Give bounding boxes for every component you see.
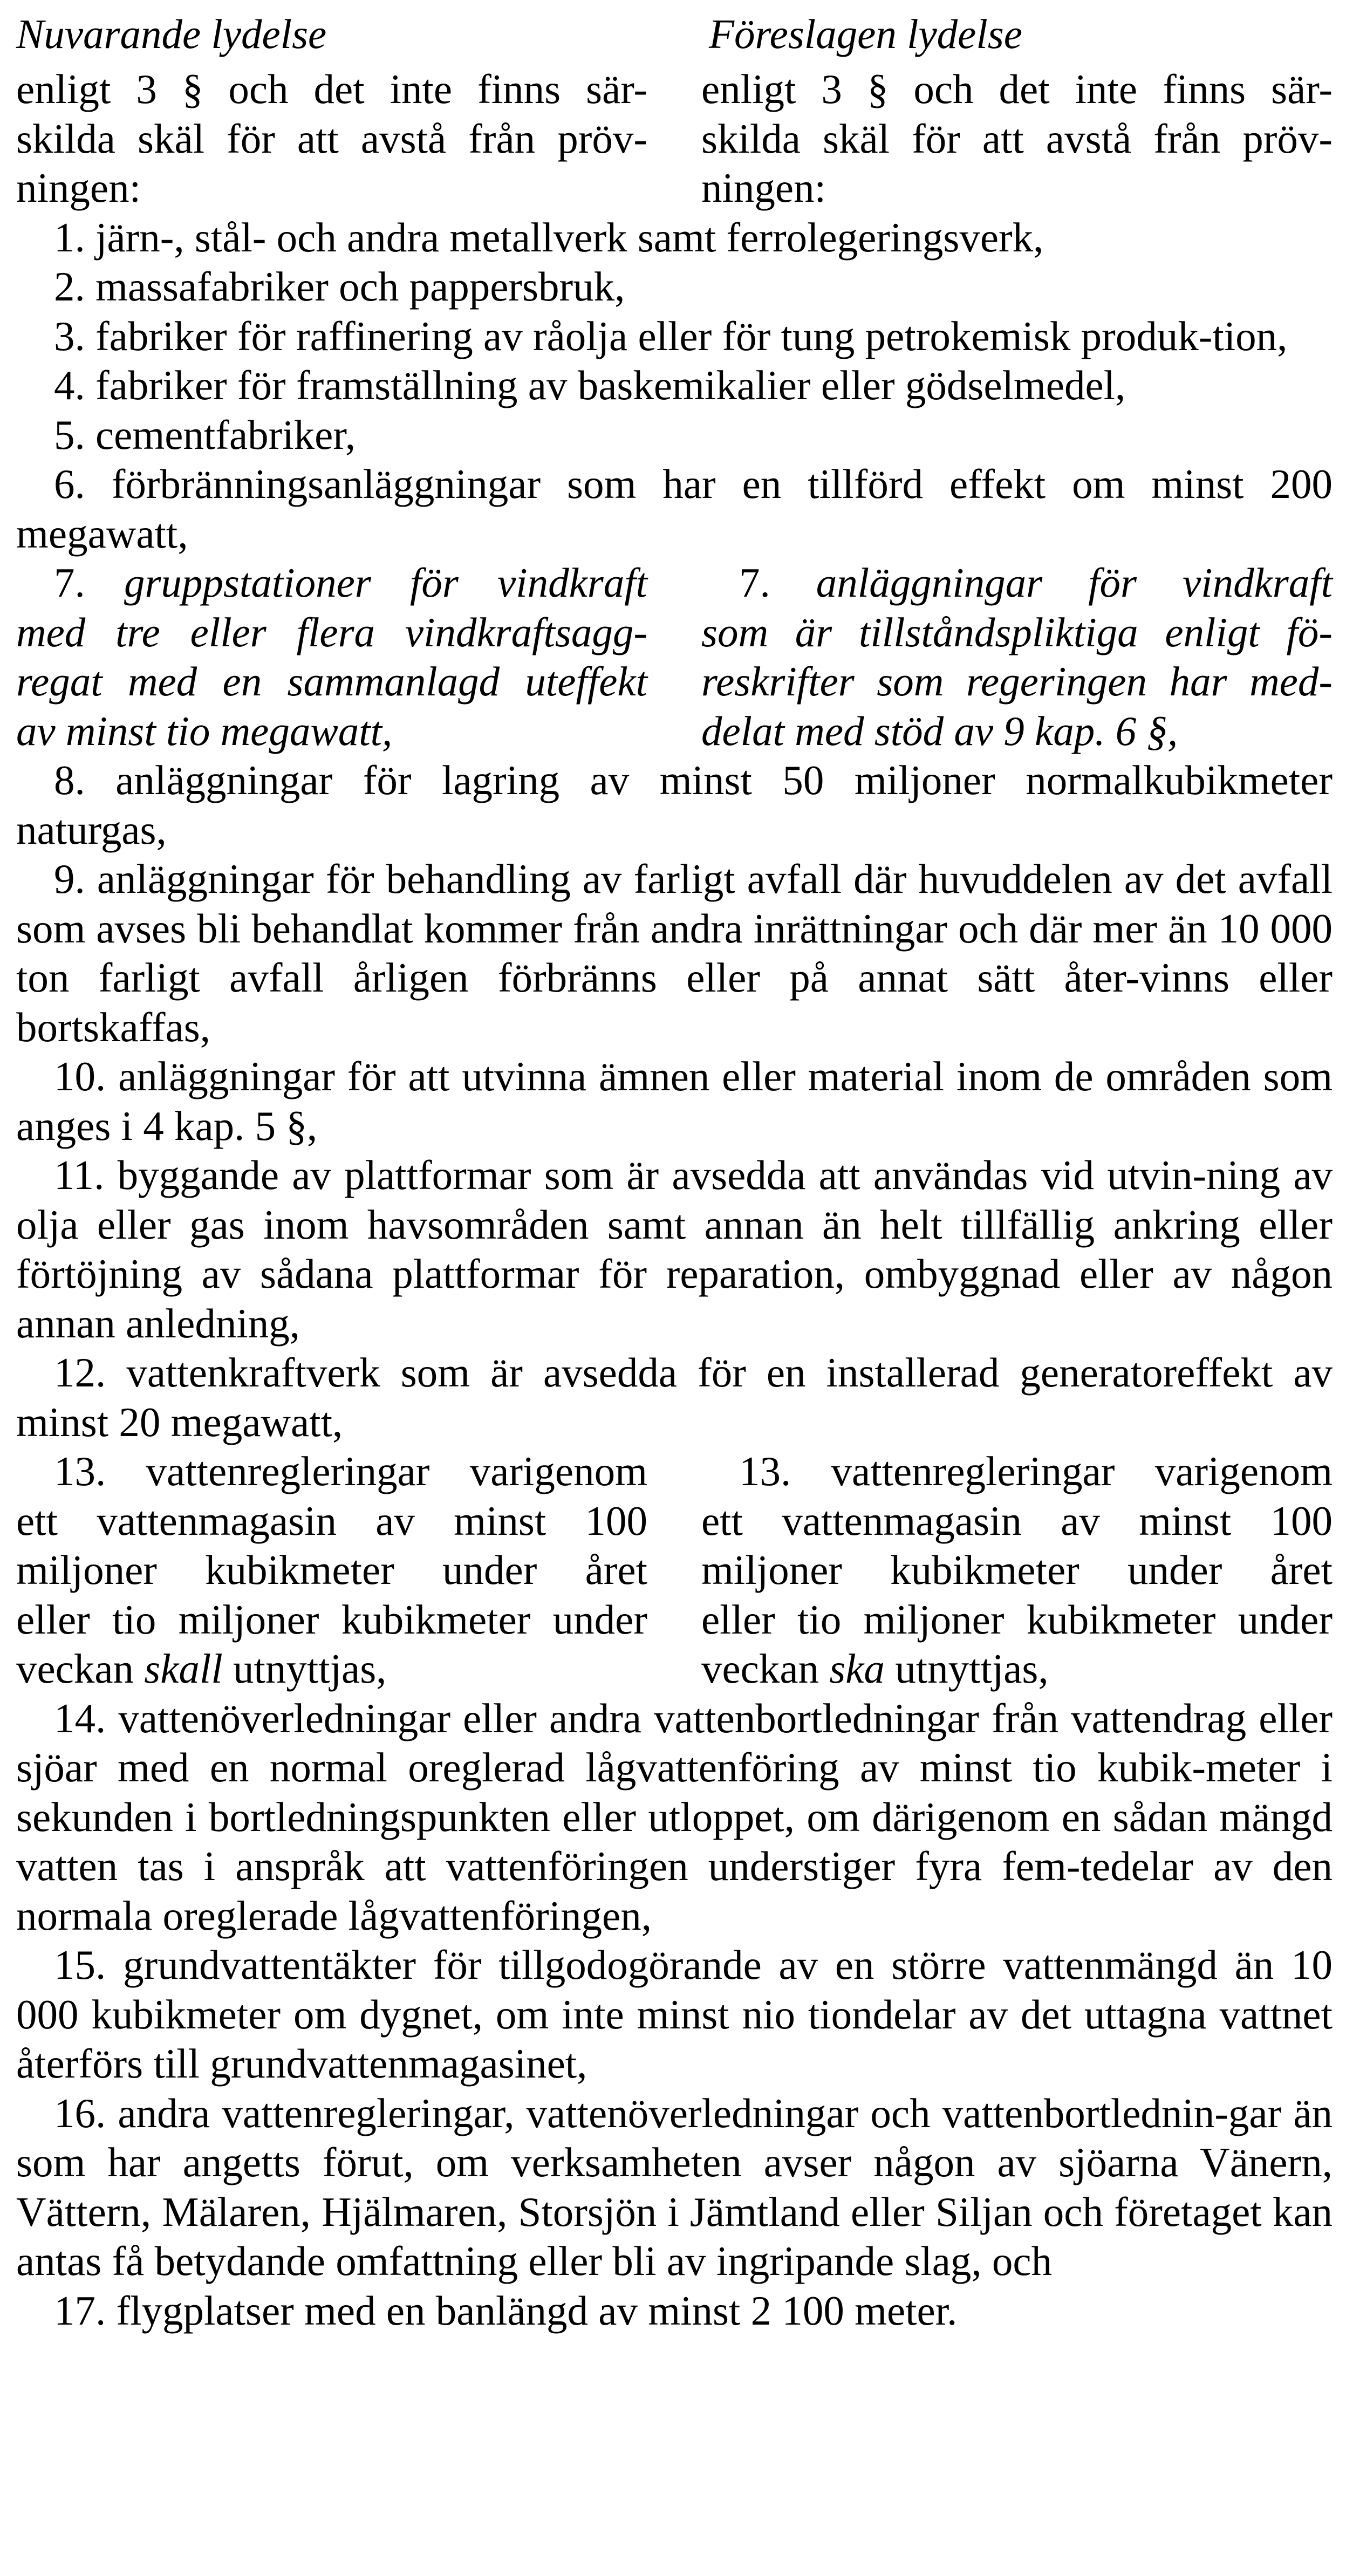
intro-line: enligt 3 § och det inte finns sär- — [16, 66, 647, 112]
item-text: vattenkraftverk som är avsedda för en installerad generatoreffekt av minst 20 megawatt, — [16, 1349, 1333, 1445]
item-7-comparison — [16, 558, 1333, 756]
item-text: anläggningar för lagring av minst 50 miljoner normalkubikmeter naturgas, — [16, 757, 1333, 853]
item-number: 11. — [54, 1152, 105, 1198]
item-text: andra vattenregleringar, vattenöverledningar och vattenbortlednin-gar än som har angetts förut, om verksamheten avser någon av sjöarna Vänern, Vättern, Mälaren, Hjälmaren, Storsjön i Jämtland eller Siljan och företaget kan antas få betydande omfattning eller bli av ingripande slag, och — [16, 2089, 1333, 2284]
item-line — [16, 1644, 647, 1694]
item-text: förbränningsanläggningar som har en tillförd effekt om minst 200 megawatt, — [16, 461, 1333, 557]
list-item — [16, 1940, 1333, 2089]
item-13-current — [16, 1447, 647, 1694]
item-text: gruppstationer för vindkraft — [124, 559, 648, 606]
item-text: cementfabriker, — [95, 411, 356, 458]
item-line — [701, 1644, 1333, 1694]
list-item — [16, 460, 1333, 558]
item-text: fabriker för framställning av baskemikalier eller gödselmedel, — [95, 362, 1126, 408]
item-number: 4. — [54, 362, 85, 408]
item-number: 1. — [54, 214, 85, 261]
item-number: 13. — [54, 1448, 106, 1494]
item-text: anläggningar för behandling av farligt avfall där huvuddelen av det avfall som avses bli behandlat kommer från andra inrättningar och där mer än 10 000 ton farligt avfall årligen förbränns eller på annat sätt åter-vinns eller bortskaffas, — [16, 856, 1333, 1050]
item-number: 5. — [54, 411, 85, 458]
list-item — [16, 2089, 1333, 2286]
item-text: utnyttjas, — [222, 1645, 387, 1692]
item-text: anläggningar för att utvinna ämnen eller material inom de områden som anges i 4 kap. 5 §, — [16, 1053, 1333, 1149]
item-line — [16, 558, 647, 608]
header-proposed-wording: Föreslagen lydelse — [709, 11, 1022, 57]
intro-line: skilda skäl för att avstå från pröv- — [16, 115, 647, 162]
item-line — [701, 1447, 1333, 1497]
item-line: miljoner kubikmeter under året — [16, 1547, 647, 1593]
item-7-current — [16, 558, 647, 756]
item-line: ett vattenmagasin av minst 100 — [701, 1497, 1333, 1544]
item-line: regat med en sammanlagd uteffekt — [16, 658, 647, 705]
item-13-proposed — [701, 1447, 1333, 1694]
items-14-17 — [16, 1694, 1333, 2336]
item-number: 9. — [54, 856, 85, 902]
item-text-changed: skall — [144, 1645, 223, 1692]
item-line — [701, 558, 1333, 608]
intro-line: skilda skäl för att avstå från pröv- — [701, 115, 1333, 162]
item-number: 10. — [54, 1053, 106, 1099]
list-item — [16, 756, 1333, 855]
item-text: veckan — [16, 1645, 145, 1692]
header-current-wording: Nuvarande lydelse — [16, 11, 327, 57]
item-number: 3. — [54, 312, 85, 359]
list-item — [16, 1348, 1333, 1447]
item-text: byggande av plattformar som är avsedda att användas vid utvin-ning av olja eller gas inom havsområden samt annan än helt tillfällig ankring eller förtöjning av sådana plattformar för reparation, ombyggnad eller av någon annan anledning, — [16, 1152, 1333, 1347]
intro-current — [16, 65, 647, 213]
item-line: ett vattenmagasin av minst 100 — [16, 1497, 647, 1544]
item-13-comparison — [16, 1447, 1333, 1694]
item-7-proposed — [701, 558, 1333, 756]
list-item — [16, 411, 1333, 460]
item-line: av minst tio megawatt, — [16, 707, 393, 754]
items-8-12 — [16, 756, 1333, 1447]
item-number: 2. — [54, 263, 85, 310]
list-item — [16, 312, 1333, 361]
list-item — [16, 855, 1333, 1052]
list-item — [16, 361, 1333, 411]
item-text: vattenregleringar varigenom — [146, 1448, 647, 1494]
column-headers — [16, 10, 1333, 65]
list-item — [16, 1151, 1333, 1348]
item-number: 17. — [54, 2287, 106, 2334]
item-line: reskrifter som regeringen har med- — [701, 658, 1333, 705]
list-item — [16, 2286, 1333, 2336]
list-item — [16, 1694, 1333, 1941]
item-line: eller tio miljoner kubikmeter under — [16, 1596, 647, 1643]
item-text: järn-, stål- och andra metallverk samt ferrolegeringsverk, — [95, 214, 1044, 261]
items-1-6 — [16, 213, 1333, 559]
intro-proposed — [701, 65, 1333, 213]
item-number: 14. — [54, 1694, 106, 1741]
item-number: 15. — [54, 1942, 106, 1988]
list-item — [16, 1052, 1333, 1151]
item-text-changed: ska — [829, 1645, 885, 1692]
item-text: vattenregleringar varigenom — [831, 1448, 1333, 1494]
intro-line: ningen: — [701, 165, 826, 211]
item-line — [16, 1447, 647, 1497]
list-item — [16, 213, 1333, 263]
item-number: 7. — [54, 559, 85, 606]
item-text: fabriker för raffinering av råolja eller för tung petrokemisk produk-tion, — [95, 312, 1288, 359]
item-number: 6. — [54, 461, 85, 507]
item-number: 16. — [54, 2089, 106, 2136]
item-text: flygplatser med en banlängd av minst 2 100 meter. — [116, 2287, 958, 2334]
item-line: som är tillståndspliktiga enligt fö- — [701, 609, 1333, 655]
item-number: 12. — [54, 1349, 106, 1396]
document-page — [16, 10, 1333, 2335]
item-line: delat med stöd av 9 kap. 6 §, — [701, 707, 1178, 754]
item-line: eller tio miljoner kubikmeter under — [701, 1596, 1333, 1643]
intro-line: enligt 3 § och det inte finns sär- — [701, 66, 1333, 112]
item-text: grundvattentäkter för tillgodogörande av en större vattenmängd än 10 000 kubikmeter om dygnet, om inte minst nio tiondelar av det uttagna vattnet återförs till grundvattenmagasinet, — [16, 1942, 1333, 2087]
item-text: anläggningar för vindkraft — [816, 559, 1333, 606]
item-line: miljoner kubikmeter under året — [701, 1547, 1333, 1593]
item-number: 7. — [739, 559, 770, 606]
intro-block — [16, 65, 1333, 213]
intro-line: ningen: — [16, 165, 141, 211]
item-text: vattenöverledningar eller andra vattenbortledningar från vattendrag eller sjöar med en normal oreglerad lågvattenföring av minst tio kubik-meter i sekunden i bortledningspunkten eller utloppet, om därigenom en sådan mängd vatten tas i anspråk att vattenföringen understiger fyra fem-tedelar av den normala oreglerade lågvattenföringen, — [16, 1694, 1333, 1939]
item-line: med tre eller flera vindkraftsagg- — [16, 609, 647, 655]
item-text: utnyttjas, — [884, 1645, 1049, 1692]
item-number: 13. — [739, 1448, 791, 1494]
item-number: 8. — [54, 757, 85, 803]
list-item — [16, 262, 1333, 312]
item-text: massafabriker och pappersbruk, — [95, 263, 625, 310]
item-text: veckan — [701, 1645, 830, 1692]
